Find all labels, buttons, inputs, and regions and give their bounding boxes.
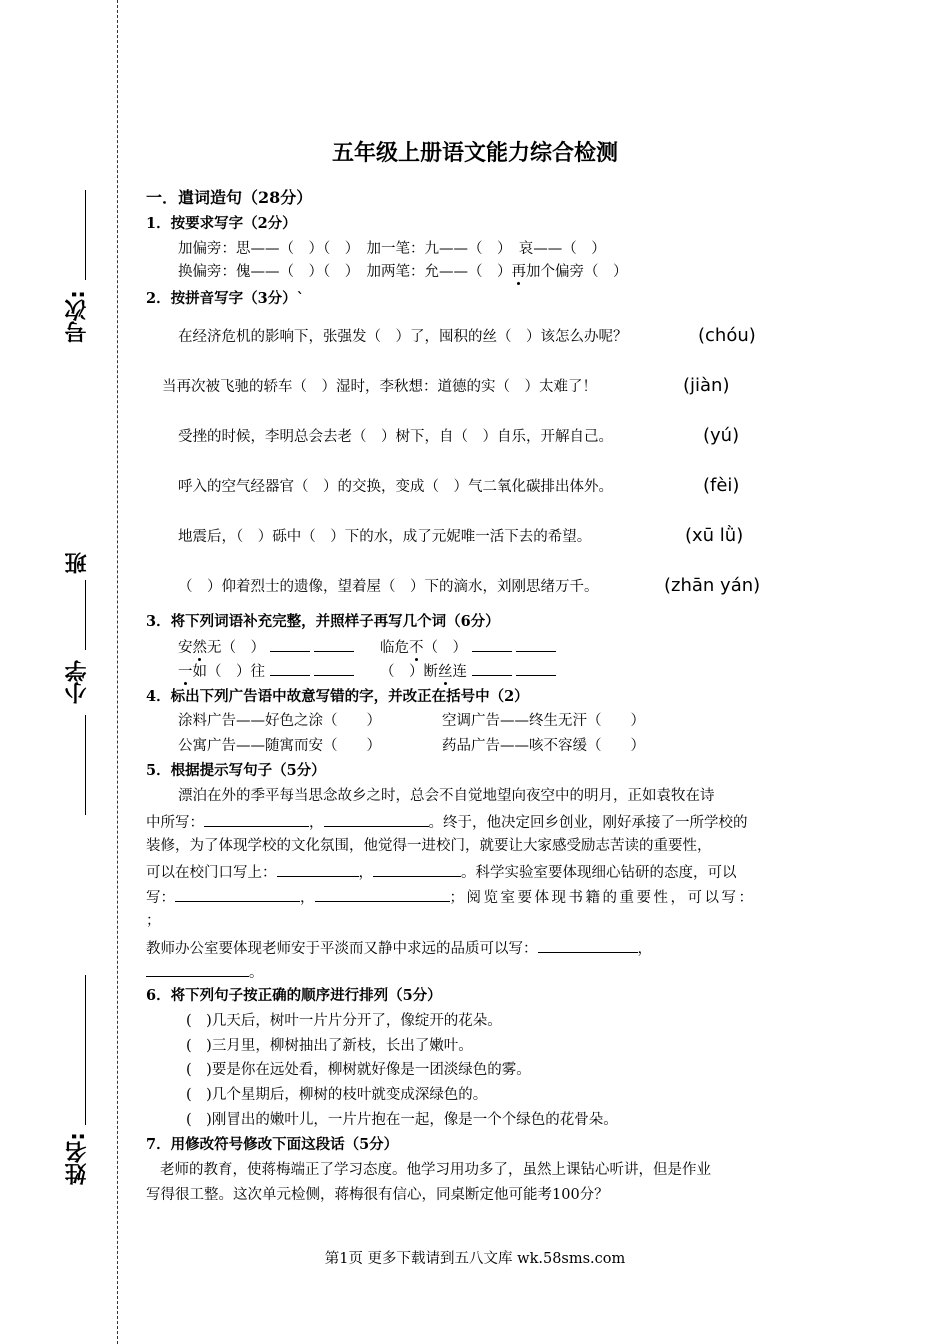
q2-pinyin: (chóu) [698,325,756,346]
q5-line: 。 [146,962,264,982]
q6-item: ( )要是你在远处看，柳树就好像是一团淡绿色的雾。 [186,1062,531,1078]
q3-word: （ ）断丝连 [380,661,556,681]
xiaoxue-underline [85,715,86,815]
q4-ad: 公寓广告——随寓而安（ ） [178,738,381,754]
ban-label: 班 [65,552,90,574]
q2-item: 当再次被飞驰的轿车（ ）湿时，李秋想：道德的实（ ）太难了！ [162,379,597,395]
section-heading: 一．遣词造句（28分） [146,188,313,207]
q5-line: ； [146,913,161,929]
q4-ad: 药品广告——咳不容缓（ ） [442,738,645,754]
q7-line: 写得很工整。这次单元检侧，蒋梅很有信心，同桌断定他可能考100分？ [146,1187,609,1203]
q3-heading: 3．将下列词语补充完整，并照样子再写几个词（6分） [146,613,500,630]
q6-item: ( )几个星期后，柳树的枝叶就变成深绿色的。 [186,1087,488,1103]
q7-heading: 7．用修改符号修改下面这段话（5分） [146,1136,399,1153]
xiaoxue-label: 小学 [65,660,90,704]
q2-heading: 2．按拼音写字（3分）` [146,290,304,307]
name-label: 姓名: [65,1132,90,1185]
hao-underline [85,190,86,280]
q2-pinyin: (fèi) [703,475,740,496]
q2-item: 在经济危机的影响下，张强发（ ）了，囤积的丝（ ）该怎么办呢？ [178,329,628,345]
q6-heading: 6．将下列句子按正确的顺序进行排列（5分） [146,987,442,1004]
q5-line: 漂泊在外的季平每当思念故乡之时，总会不自觉地望向夜空中的明月，正如袁牧在诗 [178,788,715,804]
q3-word: 临危不（ ） [380,637,556,657]
q2-pinyin: (zhān yán) [664,575,761,596]
q1-row1: 加偏旁：思——（ ）（ ） 加一笔：九——（ ） 哀——（ ） [178,241,606,257]
q6-item: ( )刚冒出的嫩叶儿，一片片抱在一起，像是一个个绿色的花骨朵。 [186,1112,618,1128]
hao-label: 号次: [65,290,90,343]
q4-ad: 空调广告——终生无汗（ ） [442,713,645,729]
q1-heading: 1．按要求写字（2分） [146,215,297,232]
q4-heading: 4．标出下列广告语中故意写错的字，并改正在括号中（2） [146,688,529,705]
ban-underline [85,580,86,650]
q5-line: 教师办公室要体现老师安于平淡而又静中求远的品质可以写： ， [146,938,652,958]
q3-word: 安然无（ ） [178,637,354,657]
binding-dashed-line [117,0,118,1344]
q5-line: 可以在校门口写上： ， 。科学实验室要体现细心钻研的态度，可以 [146,862,737,882]
q1-row2: 换偏旁：傀——（ ）（ ） 加两笔：允——（ ）再加个偏旁（ ） [178,264,628,280]
q5-line: 装修，为了体现学校的文化氛围，他觉得一进校门，就要让大家感受励志苦读的重要性， [146,838,712,854]
q2-item: （ ）仰着烈士的遗像，望着屋（ ）下的滴水，刘刚思绪万千。 [178,579,599,595]
q2-item: 呼入的空气经器官（ ）的交换，变成（ ）气二氧化碳排出体外。 [178,479,613,495]
page-title: 五年级上册语文能力综合检测 [331,141,618,166]
q3-word: 一如（ ）往 [178,661,354,681]
q2-pinyin: (xū lǜ) [685,525,744,546]
q5-line: 写： ， ；阅览室要体现书籍的重要性，可以写： [146,887,756,907]
q6-item: ( )三月里，柳树抽出了新枝，长出了嫩叶。 [186,1038,473,1054]
q6-item: ( )几天后，树叶一片片分开了，像绽开的花朵。 [186,1013,502,1029]
page-footer: 第1页 更多下载请到五八文库 wk.58sms.com [324,1251,626,1267]
q7-line: 老师的教育，使蒋梅端正了学习态度。他学习用功多了，虽然上课钻心听讲，但是作业 [160,1162,711,1178]
q2-pinyin: (yú) [703,425,740,446]
q2-pinyin: (jiàn) [683,375,730,396]
q5-heading: 5．根据提示写句子（5分） [146,762,326,779]
q5-line: 中所写： ， 。终于，他决定回乡创业，刚好承接了一所学校的 [146,812,748,832]
q2-item: 受挫的时候，李明总会去老（ ）树下，自（ ）自乐，开解自己。 [178,429,613,445]
name-underline [85,975,86,1125]
q2-item: 地震后，（ ）砾中（ ）下的水，成了元妮唯一活下去的希望。 [178,529,592,545]
q4-ad: 涂料广告——好色之涂（ ） [178,713,381,729]
